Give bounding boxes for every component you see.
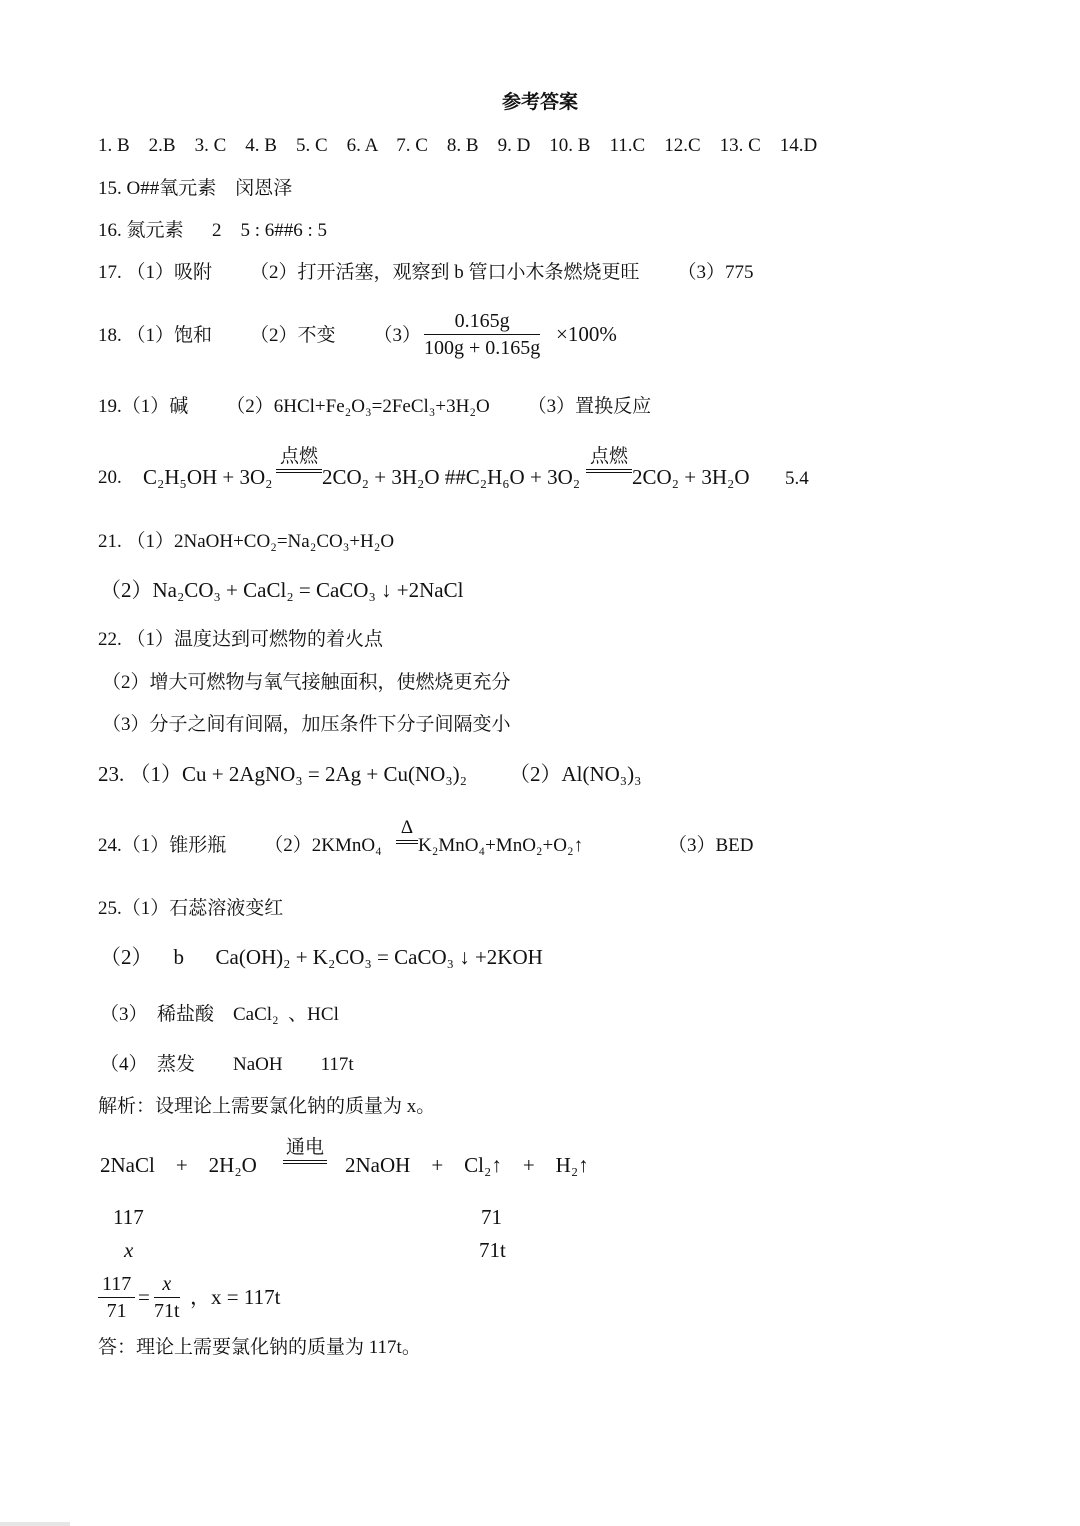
equals-sign: =: [138, 1285, 150, 1309]
answer-24-b: K₂MnO₄+MnO₂+O₂↑: [418, 835, 584, 856]
answer-18: 18. （1）饱和 （2）不变 （3）: [98, 325, 422, 346]
denominator: 100g + 0.165g: [424, 337, 541, 359]
answer-22-3: （3）分子之间有间隔，加压条件下分子间隔变小: [102, 714, 511, 735]
answer-25-1: 25.（1）石蕊溶液变红: [98, 898, 284, 919]
answer-24-c: （3）BED: [668, 835, 754, 856]
answer-22-2: （2）增大可燃物与氧气接触面积，使燃烧更充分: [102, 672, 511, 693]
answer-20-middle: 2CO₂ + 3H₂O ##C₂H₆O + 3O₂: [322, 465, 581, 489]
final-answer: 答：理论上需要氯化钠的质量为 117t。: [98, 1337, 421, 1358]
analysis: 解析：设理论上需要氯化钠的质量为 x。: [98, 1096, 436, 1117]
answer-20-number: 20.: [98, 467, 122, 488]
answer-25-4: （4） 蒸发 NaOH 117t: [100, 1054, 354, 1075]
answer-20-products: 2CO₂ + 3H₂O: [632, 465, 750, 489]
answer-18-fraction: [424, 308, 540, 361]
denominator: 71t: [154, 1300, 180, 1322]
condition-label: Δ: [400, 817, 414, 838]
condition-heat: [396, 818, 418, 844]
molar-mass-nacl: 117: [113, 1205, 144, 1229]
condition-label: 点燃: [589, 446, 628, 467]
condition-ignite: [276, 447, 322, 473]
ratio-fraction-1: [98, 1271, 135, 1324]
condition-label: 通电: [285, 1137, 324, 1158]
answer-21-1: 21. （1）2NaOH+CO₂=Na₂CO₃+H₂O: [98, 531, 395, 552]
numerator: x: [154, 1271, 180, 1298]
answer-17: 17. （1）吸附 （2）打开活塞，观察到 b 管口小木条燃烧更旺 （3）775: [98, 262, 754, 283]
condition-label: 点燃: [279, 446, 318, 467]
answer-19: 19.（1）碱 （2）6HCl+Fe₂O₃=2FeCl₃+3H₂O （3）置换反应: [98, 396, 652, 417]
solution: ，x = 117t: [190, 1285, 281, 1309]
answer-18-tail: ×100%: [556, 322, 617, 346]
answer-21-2: （2）Na₂CO₃ + CaCl₂ = CaCO₃ ↓ +2NaCl: [100, 578, 464, 602]
page-title: 参考答案: [502, 92, 579, 113]
equation-right: 2NaOH + Cl₂↑ + H₂↑: [345, 1153, 589, 1177]
answers-1-14: 1. B 2.B 3. C 4. B 5. C 6. A 7. C 8. B 9. D 10. B 11.C 12.C 13. C 14.D: [98, 135, 818, 156]
condition-ignite-2: [586, 447, 632, 473]
answer-20-value: 5.4: [785, 468, 809, 489]
answer-20-reactants: C₂H₅OH + 3O₂: [143, 465, 273, 489]
ratio-fraction-2: [154, 1271, 180, 1324]
answer-25-2: （2） b Ca(OH)₂ + K₂CO₃ = CaCO₃ ↓ +2KOH: [100, 945, 543, 969]
answer-24-a: 24.（1）锥形瓶 （2）2KMnO₄: [98, 835, 382, 856]
answer-23: 23. （1）Cu + 2AgNO₃ = 2Ag + Cu(NO₃)₂ （2）Al(NO₃)₃: [98, 762, 642, 786]
answer-22-1: 22. （1）温度达到可燃物的着火点: [98, 629, 384, 650]
condition-electrolysis: [283, 1138, 327, 1164]
unknown-x: x: [124, 1238, 134, 1262]
numerator: 117: [98, 1271, 135, 1298]
numerator: 0.165g: [424, 308, 540, 335]
answer-25-3: （3） 稀盐酸 CaCl₂ 、HCl: [100, 1004, 339, 1025]
answer-15: 15. O##氧元素 闵恩泽: [98, 178, 293, 199]
denominator: 71: [106, 1300, 127, 1322]
scan-edge: [0, 1522, 70, 1526]
molar-mass-cl2: 71: [481, 1205, 502, 1229]
equation-left: 2NaCl + 2H₂O: [100, 1153, 257, 1177]
mass-cl2: 71t: [479, 1238, 506, 1262]
answer-16: 16. 氮元素 2 5 : 6##6 : 5: [98, 220, 328, 241]
